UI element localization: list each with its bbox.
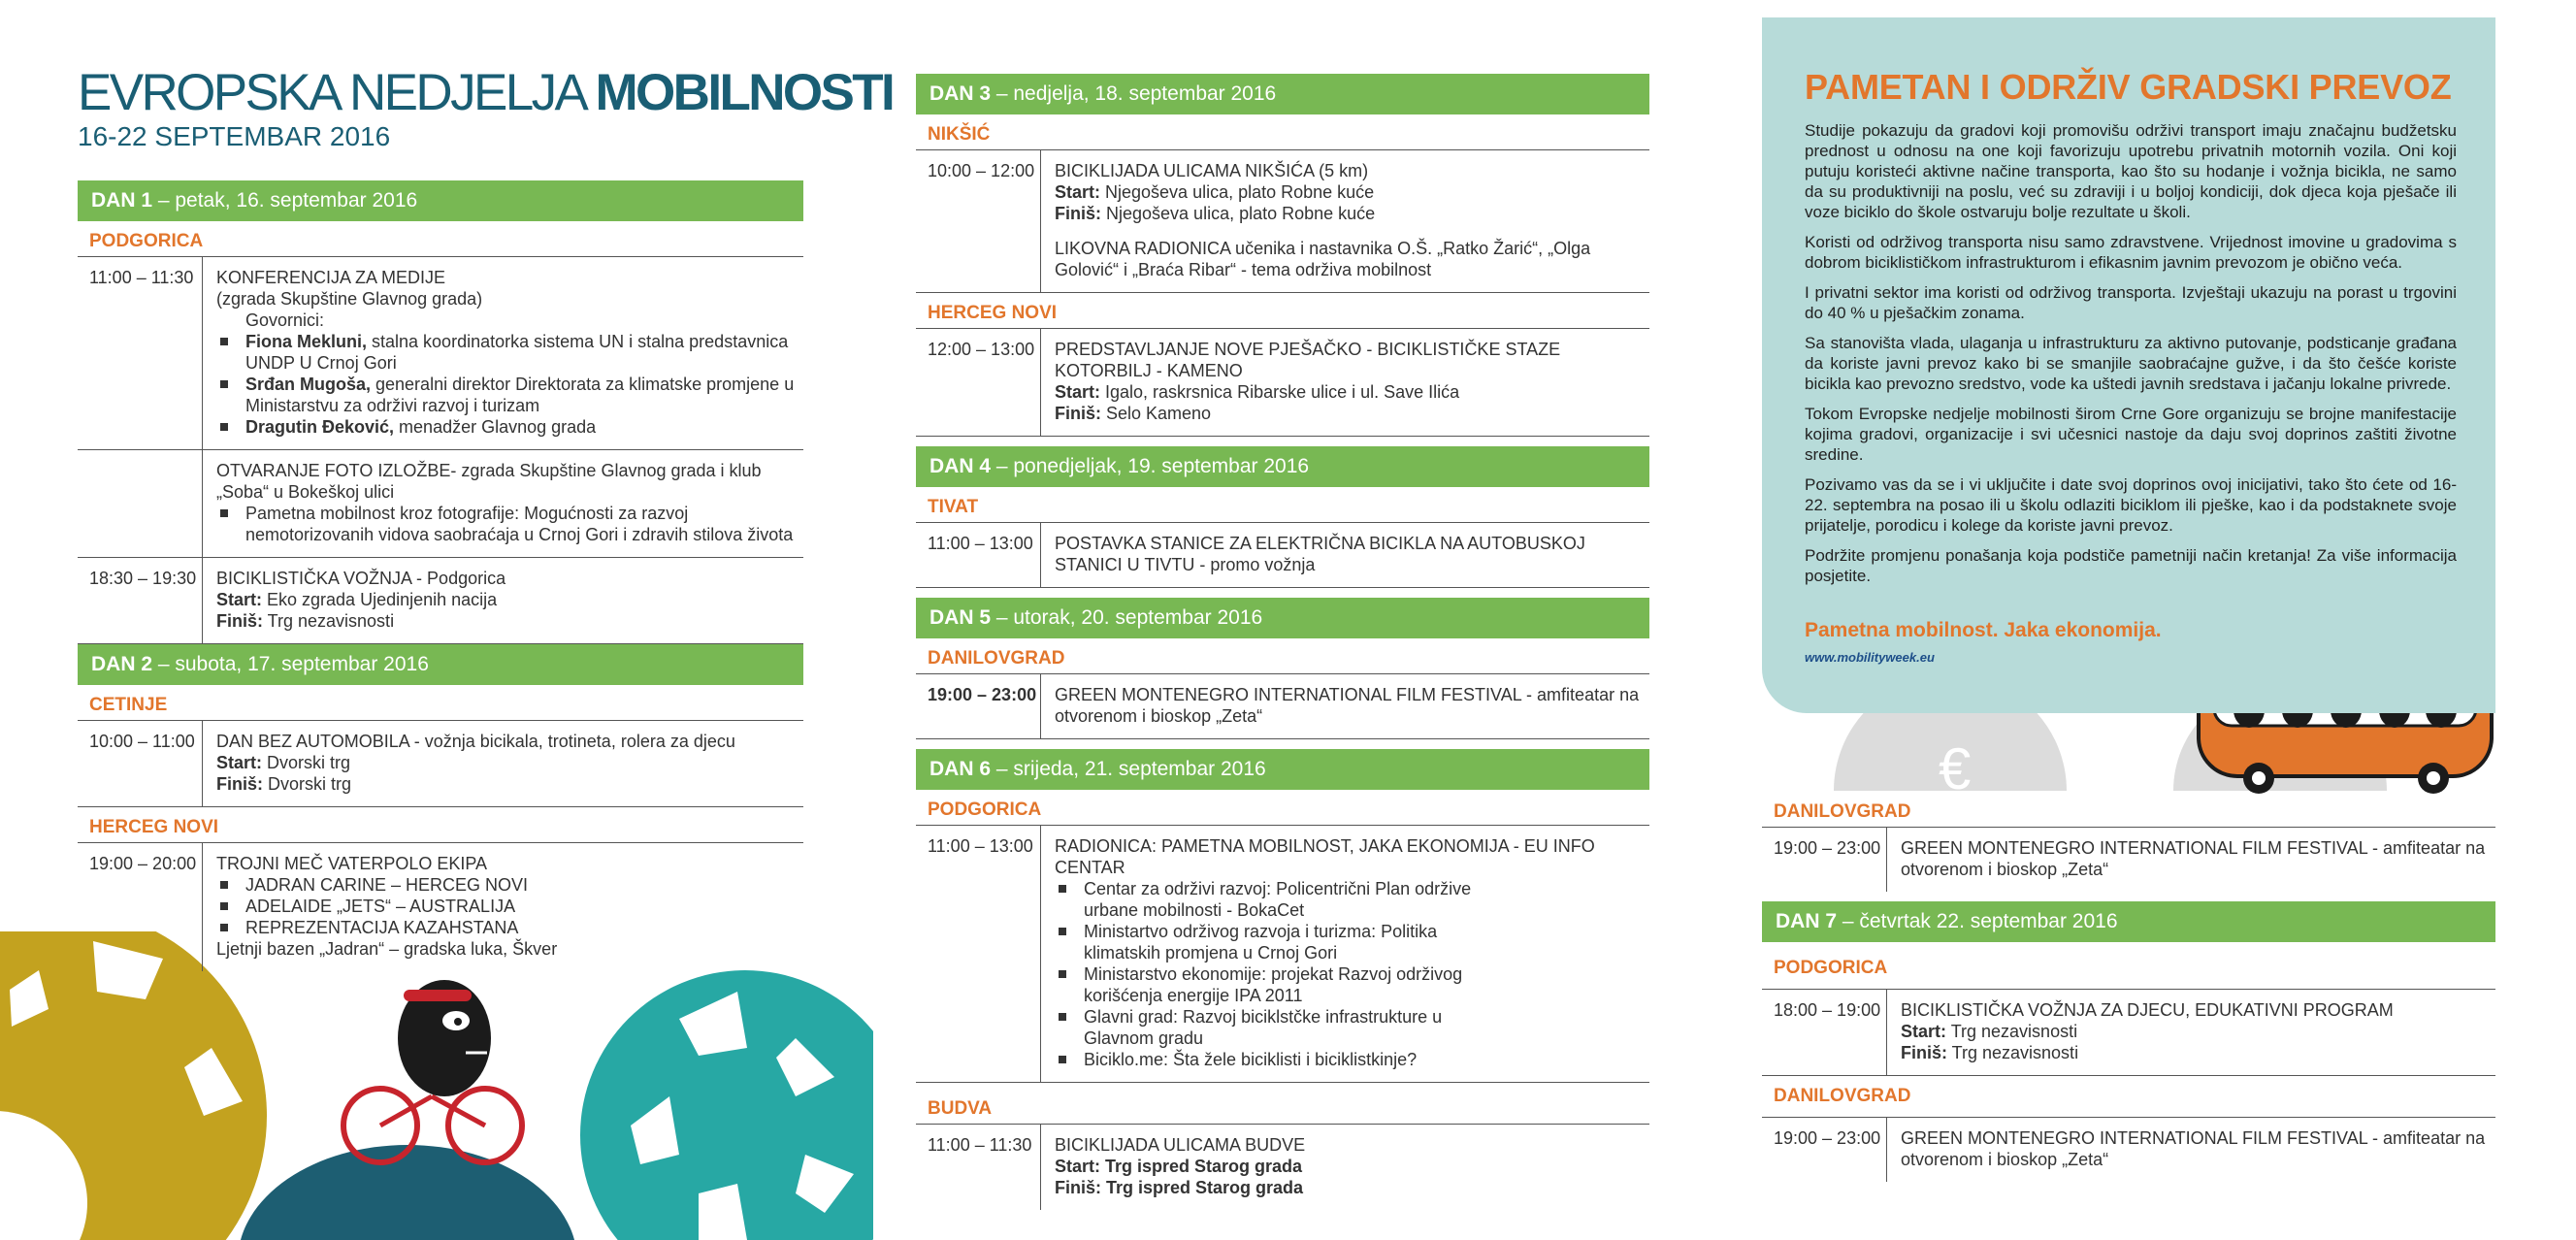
city-label: PODGORICA <box>89 231 204 251</box>
event-desc: GREEN MONTENEGRO INTERNATIONAL FILM FESTIVAL - amfiteatar na otvorenom i bioskop „Zeta“ <box>1040 674 1649 738</box>
event-row <box>78 842 803 971</box>
event-desc: BICIKLIJADA ULICAMA NIKŠIĆA (5 km) Start: Njegoševa ulica, plato Robne kuće Finiš: Njegoševa ulica, plato Robne kuće LIKOVNA RADIONICA učenika i nastavnika O.Š. „Ratko Žarić“, „Olga Golović“ i „Braća Ribar“ - tema održiva mobilnost <box>1040 150 1649 292</box>
day-header: DAN 3 – nedjelja, 18. septembar 2016 <box>916 74 1649 114</box>
event-row <box>916 673 1649 739</box>
event-time: 10:00 – 12:00 <box>928 161 1035 180</box>
event-time: 19:00 – 23:00 <box>1774 838 1881 858</box>
event-row <box>78 449 803 557</box>
page-dates: 16-22 SEPTEMBAR 2016 <box>78 121 391 151</box>
event-row <box>916 522 1649 588</box>
event-desc: TROJNI MEČ VATERPOLO EKIPA JADRAN CARINE – HERCEG NOVI ADELAIDE „JETS“ – AUSTRALIJA REPREZENTACIJA KAZAHSTANA Ljetnji bazen „Jadran“ – gradska luka, Škver <box>202 843 803 971</box>
info-paragraph: Tokom Evropske nedjelje mobilnosti širom Crne Gore organizuju se brojne manifestacije kojima gradovi, organizacije i svi učesnici nastoje da daju svoj doprinos zaštiti životne sredine. <box>1805 405 2457 464</box>
info-paragraph: Studije pokazuju da gradovi koji promovišu održivi transport imaju značajnu budžetsku prednost u odnosu na one koji favorizuju upotrebu privatnih motornih vozila. Oni koji putuju koristeći aktivne načine transporta, kao što su hodanje i vožnja bicikla, ne samo da su produktivniji na poslu, već su zdraviji i u boljoj kondiciji, dok djeca koja pješače ili voze biciklo do škole ostvaruju bolje rezultate u školi. <box>1805 121 2457 221</box>
event-time: 10:00 – 11:00 <box>89 732 195 751</box>
info-box <box>1762 17 2495 713</box>
info-title: PAMETAN I ODRŽIV GRADSKI PREVOZ <box>1805 67 2452 107</box>
website-link[interactable]: www.mobilityweek.eu <box>1805 650 1935 665</box>
city-label: CETINJE <box>89 695 168 715</box>
city-label: DANILOVGRAD <box>1774 1086 1911 1106</box>
event-time: 19:00 – 20:00 <box>89 854 197 873</box>
event-time: 11:00 – 13:00 <box>928 836 1033 856</box>
city-label: TIVAT <box>928 497 979 517</box>
event-desc: DAN BEZ AUTOMOBILA - vožnja bicikala, trotineta, rolera za djecu Start: Dvorski trg Finiš: Dvorski trg <box>202 721 803 806</box>
city-label: HERCEG NOVI <box>89 817 219 837</box>
city-label: NIKŠIĆ <box>928 124 991 145</box>
event-time: 11:00 – 11:30 <box>89 268 194 287</box>
event-row <box>916 1124 1649 1210</box>
event-desc: POSTAVKA STANICE ZA ELEKTRIČNA BICIKLA NA AUTOBUSKOJ STANICI U TIVTU - promo vožnja <box>1040 523 1649 587</box>
event-time: 18:00 – 19:00 <box>1774 1000 1881 1020</box>
event-time: 12:00 – 13:00 <box>928 340 1035 359</box>
info-paragraph: Pozivamo vas da se i vi uključite i date svoj doprinos ovoj inicijativi, tako što ćete od 16-22. septembra na posao ili u školu odlaziti biciklom ili pješke, kao i da podstaknete svoje prijatelje, porodicu i kolege da koriste javni prevoz. <box>1805 475 2457 535</box>
event-desc: GREEN MONTENEGRO INTERNATIONAL FILM FESTIVAL - amfiteatar na otvorenom i bioskop „Zeta“ <box>1886 828 2495 892</box>
page-title: EVROPSKA NEDJELJA MOBILNOSTI <box>78 64 894 121</box>
info-paragraph: I privatni sektor ima koristi od održivog transporta. Izvještaji ukazuju na porast u trgovini do 40 % u pješačkim zonama. <box>1805 283 2457 322</box>
event-desc: BICIKLISTIČKA VOŽNJA - Podgorica Start: Eko zgrada Ujedinjenih nacija Finiš: Trg nezavisnosti <box>202 558 803 643</box>
event-row <box>78 720 803 807</box>
event-row <box>1762 989 2495 1076</box>
event-row <box>1762 827 2495 892</box>
cyclist-mascot-icon <box>320 980 553 1174</box>
svg-text:€: € <box>1939 736 1972 791</box>
event-row <box>78 557 803 644</box>
event-row <box>916 328 1649 437</box>
event-row <box>916 825 1649 1083</box>
day-header: DAN 5 – utorak, 20. septembar 2016 <box>916 598 1649 638</box>
city-label: PODGORICA <box>928 799 1042 820</box>
event-time: 18:30 – 19:30 <box>89 569 197 588</box>
event-time: 11:00 – 13:00 <box>928 534 1033 553</box>
day-header: DAN 6 – srijeda, 21. septembar 2016 <box>916 749 1649 790</box>
slogan: Pametna mobilnost. Jaka ekonomija. <box>1805 619 2162 641</box>
event-desc: KONFERENCIJA ZA MEDIJE (zgrada Skupštine Glavnog grada) Govornici: Fiona Mekluni, stalna koordinatorka sistema UN i stalna predstavnica UNDP U Crnoj Gori Srđan Mugoša, generalni direktor Direktorata za klimatske promjene u Ministarstvu za održivi razvoj i turizam Dragutin Đeković, menadžer Glavnog grada <box>202 257 803 449</box>
event-desc: GREEN MONTENEGRO INTERNATIONAL FILM FESTIVAL - amfiteatar na otvorenom i bioskop „Zeta“ <box>1886 1118 2495 1182</box>
event-row <box>78 256 803 449</box>
info-paragraph: Koristi od održivog transporta nisu samo zdravstvene. Vrijednost imovine u gradovima s dobrom biciklističkom infrastrukturom i efikasnim javnim prevozom je obično veća. <box>1805 233 2457 272</box>
event-row <box>1762 1117 2495 1182</box>
event-row <box>916 149 1649 293</box>
info-paragraph: Sa stanovišta vlada, ulaganja u infrastrukturu za aktivno putovanje, podsticanje građana da koriste javni prevoz kako bi se smanjile saobraćajne gužve, i da što češće koriste bicikla kao prevozno sredstvo, vode ka uštedi javnih sredstava i jačanju lokalne privrede. <box>1805 334 2457 393</box>
day-header: DAN 7 – četvrtak 22. septembar 2016 <box>1762 901 2495 942</box>
city-label: DANILOVGRAD <box>1774 801 1911 822</box>
day-header: DAN 1 – petak, 16. septembar 2016 <box>78 180 803 221</box>
event-desc: BICIKLISTIČKA VOŽNJA ZA DJECU, EDUKATIVNI PROGRAM Start: Trg nezavisnosti Finiš: Trg nezavisnosti <box>1886 990 2495 1075</box>
city-label: HERCEG NOVI <box>928 303 1058 323</box>
event-desc: PREDSTAVLJANJE NOVE PJEŠAČKO - BICIKLISTIČKE STAZE KOTORBILJ - KAMENO Start: Igalo, raskrsnica Ribarske ulice i ul. Save Ilića Finiš: Selo Kameno <box>1040 329 1649 436</box>
event-desc: RADIONICA: PAMETNA MOBILNOST, JAKA EKONOMIJA - EU INFO CENTAR Centar za održivi razvoj: Policentrični Plan održive urbane mobilnosti - BokaCet Ministartvo održivog razvoja i turizma: Politika klimatskih promjena u Crnoj Gori Ministarstvo ekonomije: projekat Razvoj održivog korišćenja energije IPA 2011 Glavni grad: Razvoj biciklstčke infrastrukture u Glavnom gradu Biciklo.me: Šta žele biciklisti i biciklistkinje? <box>1040 826 1649 1082</box>
event-time: 19:00 – 23:00 <box>928 685 1037 704</box>
city-label: DANILOVGRAD <box>928 648 1065 669</box>
event-time: 19:00 – 23:00 <box>1774 1128 1881 1148</box>
event-desc: OTVARANJE FOTO IZLOŽBE- zgrada Skupštine Glavnog grada i klub „Soba“ u Bokeškoj ulici Pametna mobilnost kroz fotografije: Mogućnosti za razvoj nemotorizovanih vidova saobraćaja u Crnoj Gori i zdravih stilova života <box>202 450 803 557</box>
day-header: DAN 4 – ponedjeljak, 19. septembar 2016 <box>916 446 1649 487</box>
city-label: BUDVA <box>928 1098 993 1119</box>
info-paragraph: Podržite promjenu ponašanja koja podstiče pametniji način kretanja! Za više informacija posjetite. <box>1805 546 2457 585</box>
event-desc: BICIKLIJADA ULICAMA BUDVE Start: Trg ispred Starog grada Finiš: Trg ispred Starog grada <box>1040 1125 1649 1210</box>
event-time: 11:00 – 11:30 <box>928 1135 1032 1155</box>
day-header: DAN 2 – subota, 17. septembar 2016 <box>78 644 803 685</box>
city-label: PODGORICA <box>1774 958 1888 978</box>
